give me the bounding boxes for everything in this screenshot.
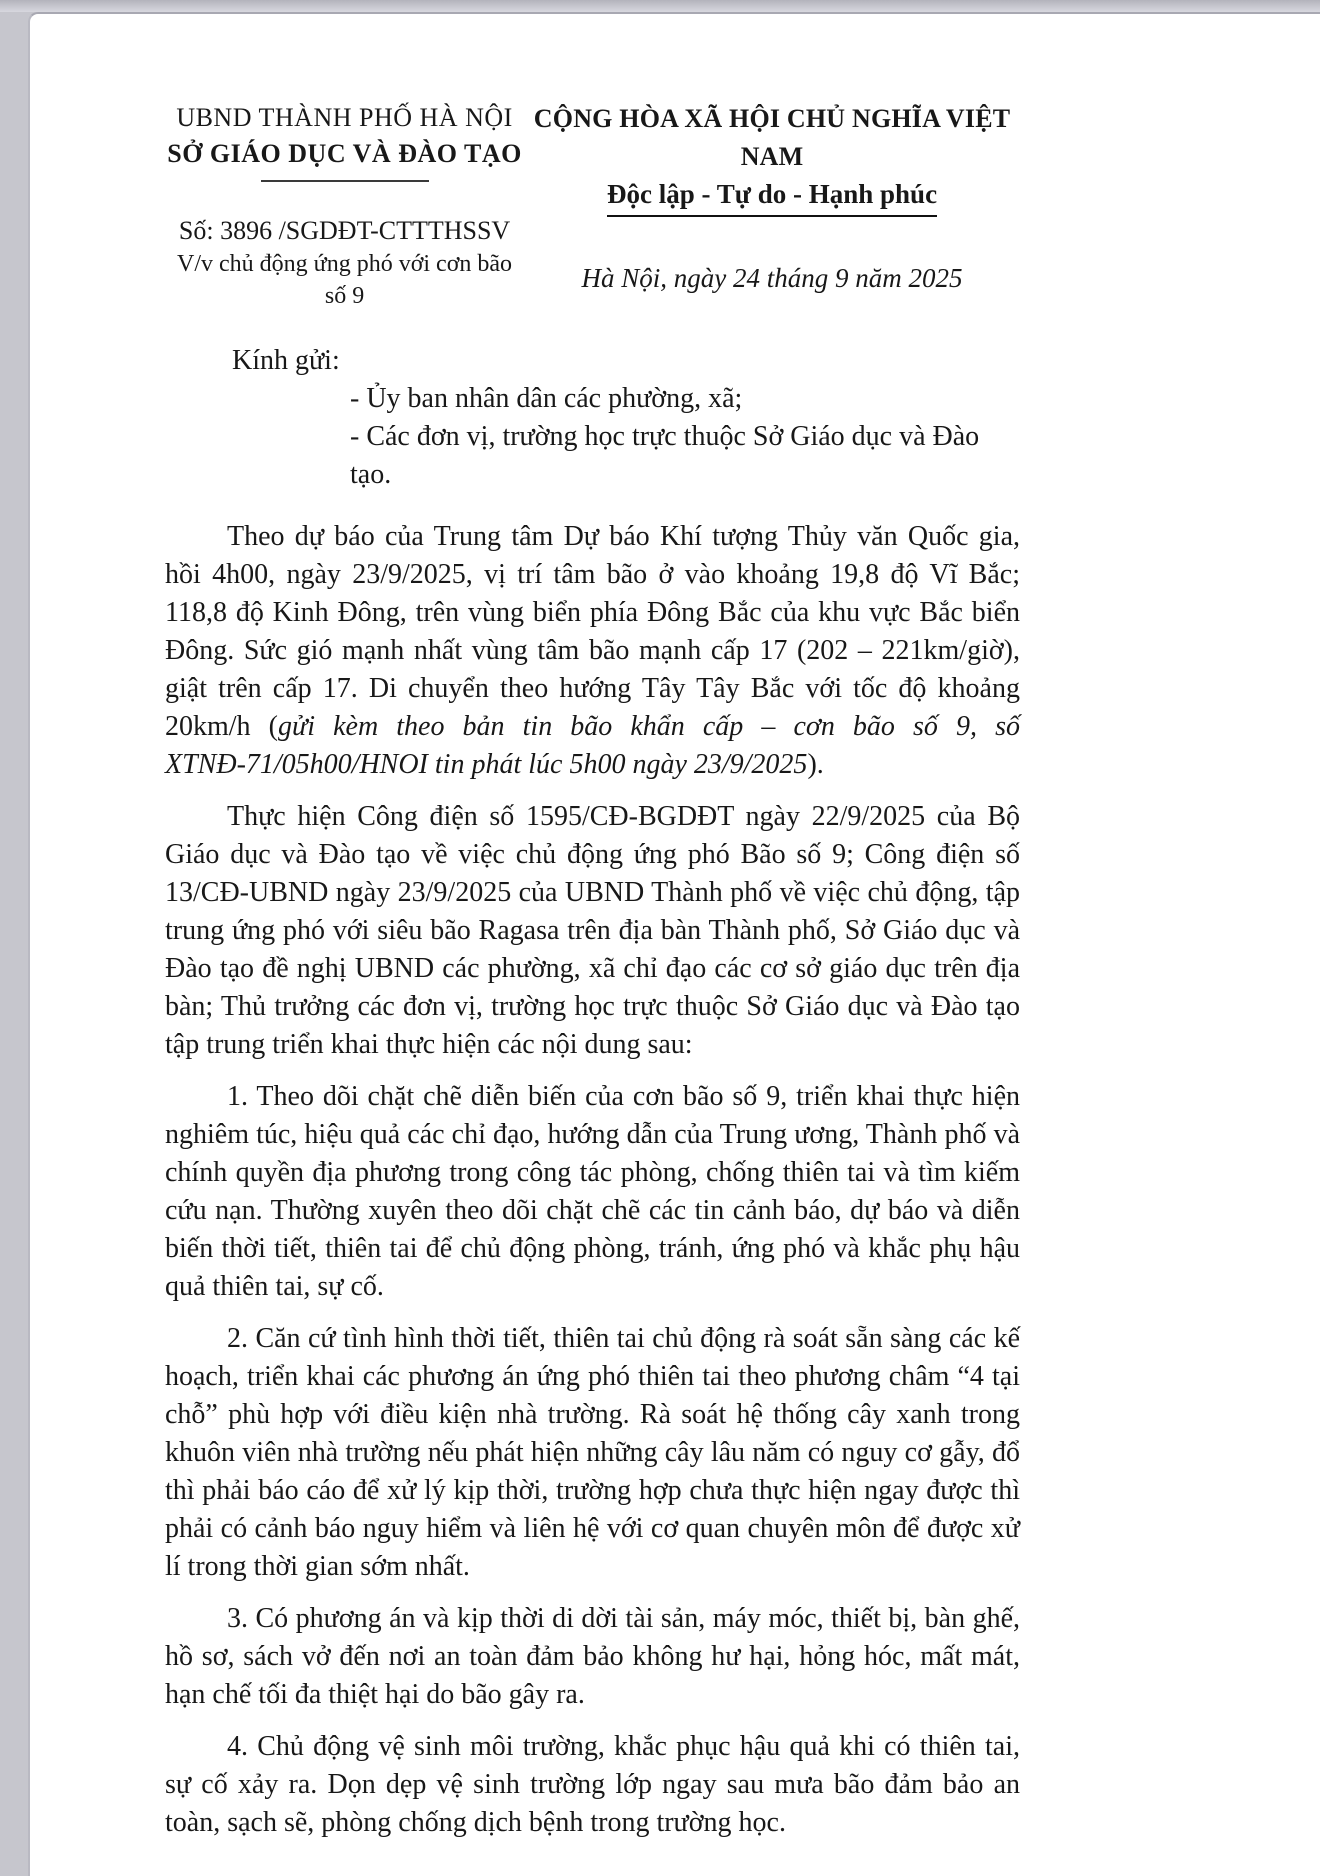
directive-item-1: 1. Theo dõi chặt chẽ diễn biến của cơn bão số 9, triển khai thực hiện nghiêm túc, hiệu quả các chỉ đạo, hướng dẫn của Trung ương, Thành phố và chính quyền địa phương trong công tác phòng, chống thiên tai và tìm kiếm cứu nạn. Thường xuyên theo dõi chặt chẽ các tin cảnh báo, dự báo và diễn biến thời tiết, thiên tai để chủ động phòng, tránh, ứng phó và khắc phụ hậu quả thiên tai, sự cố. bbox=[165, 1081, 1020, 1302]
directive-item-2: 2. Căn cứ tình hình thời tiết, thiên tai chủ động rà soát sẵn sàng các kế hoạch, triển khai các phương án ứng phó thiên tai theo phương châm “4 tại chỗ” phù hợp với điều kiện nhà trường. Rà soát hệ thống cây xanh trong khuôn viên nhà trường nếu phát hiện những cây lâu năm có nguy cơ gẫy, đổ thì phải báo cáo để xử lý kịp thời, trường hợp chưa thực hiện ngay được thì phải có cảnh báo nguy hiểm và liên hệ với cơ quan chuyên môn để được xử lí trong thời gian sớm nhất. bbox=[165, 1323, 1020, 1582]
salutation-label: Kính gửi: bbox=[232, 345, 340, 376]
document-header bbox=[165, 100, 1020, 312]
place-and-date: Hà Nội, ngày 24 tháng 9 năm 2025 bbox=[581, 263, 963, 293]
national-title: CỘNG HÒA XÃ HỘI CHỦ NGHĨA VIỆT NAM bbox=[533, 104, 1011, 171]
agency-name: SỞ GIÁO DỤC VÀ ĐÀO TẠO bbox=[167, 139, 522, 168]
paragraph-storm-forecast bbox=[165, 518, 1020, 784]
national-header-block bbox=[524, 100, 1020, 312]
forecast-attachment-note: gửi kèm theo bản tin bão khẩn cấp – cơn bão số 9, số XTNĐ-71/05h00/HNOI tin phát lúc 5h00 ngày 23/9/2025 bbox=[165, 711, 1020, 780]
recipient-line: - Ủy ban nhân dân các phường, xã; bbox=[350, 383, 743, 414]
agency-underline bbox=[261, 180, 429, 182]
scan-top-edge bbox=[0, 0, 1320, 12]
document-page bbox=[28, 12, 1320, 1876]
national-motto-line bbox=[524, 176, 1020, 217]
directive-item-3: 3. Có phương án và kịp thời di dời tài sản, máy móc, thiết bị, bàn ghế, hồ sơ, sách vở đến nơi an toàn đảm bảo không hư hại, hỏng hóc, mất mát, hạn chế tối đa thiệt hại do bão gây ra. bbox=[165, 1603, 1020, 1710]
document-subject: V/v chủ động ứng phó với cơn bão số 9 bbox=[177, 251, 513, 309]
salutation-block bbox=[165, 342, 1020, 494]
recipient-line: - Các đơn vị, trường học trực thuộc Sở Giáo dục và Đào tạo. bbox=[350, 421, 980, 490]
paragraph-directives: Thực hiện Công điện số 1595/CĐ-BGDĐT ngày 22/9/2025 của Bộ Giáo dục và Đào tạo về việc chủ động ứng phó Bão số 9; Công điện số 13/CĐ-UBND ngày 23/9/2025 của UBND Thành phố về việc chủ động, tập trung ứng phó với siêu bão Ragasa trên địa bàn Thành phố, Sở Giáo dục và Đào tạo đề nghị UBND các phường, xã chỉ đạo các cơ sở giáo dục trên địa bàn; Thủ trưởng các đơn vị, trường học trực thuộc Sở Giáo dục và Đào tạo tập trung triển khai thực hiện các nội dung sau: bbox=[165, 801, 1020, 1060]
parent-agency-name: UBND THÀNH PHỐ HÀ NỘI bbox=[176, 103, 513, 132]
document-body bbox=[165, 518, 1020, 1842]
recipient-list bbox=[165, 380, 1020, 494]
document-number: Số: 3896 /SGDĐT-CTTTHSSV bbox=[178, 216, 511, 245]
directive-item-4: 4. Chủ động vệ sinh môi trường, khắc phục hậu quả khi có thiên tai, sự cố xảy ra. Dọn dẹp vệ sinh trường lớp ngay sau mưa bão đảm bảo an toàn, sạch sẽ, phòng chống dịch bệnh trong trường học. bbox=[165, 1731, 1020, 1838]
forecast-lead: Theo dự báo của Trung tâm Dự báo Khí tượng Thủy văn Quốc gia, hồi 4h00, ngày 23/9/2025, vị trí tâm bão ở vào khoảng 19,8 độ Vĩ Bắc; 118,8 độ Kinh Đông, trên vùng biển phía Đông Bắc của khu vực Bắc biển Đông. Sức gió mạnh nhất vùng tâm bão mạnh cấp 17 (202 – 221km/giờ), giật trên cấp 17. Di chuyển theo hướng Tây Tây Bắc với tốc độ khoảng 20km/h ( bbox=[165, 521, 1020, 742]
issuing-agency-block bbox=[165, 100, 524, 312]
forecast-tail: ). bbox=[807, 749, 824, 780]
national-motto: Độc lập - Tự do - Hạnh phúc bbox=[607, 176, 937, 217]
